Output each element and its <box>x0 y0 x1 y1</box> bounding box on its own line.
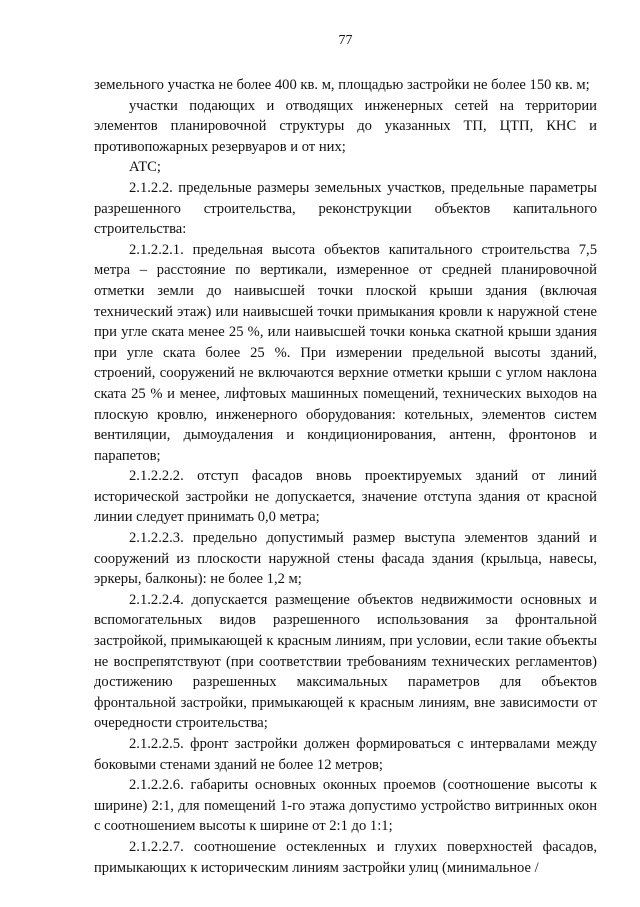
paragraph-2-1-2-2-1: 2.1.2.2.1. предельная высота объектов капитального строительства 7,5 метра – расстояние по вертикали, измеренное от средней планировочной отметки земли до наивысшей точки плоской крыши здания (включая технический этаж) или наивысшей точки примыкания кровли к наружной стене при угле ската менее 25 %, или наивысшей точки конька скатной крыши здания при угле ската более 25 %. При измерении предельной высоты зданий, строений, сооружений не включаются верхние отметки крыши с углом наклона ската 25 % и менее, лифтовых машинных помещений, технических выходов на плоскую кровлю, инженерного оборудования: котельных, элементов систем вентиляции, дымоудаления и кондиционирования, антенн, фронтонов и парапетов; <box>94 241 597 464</box>
paragraph-2-1-2-2-2: 2.1.2.2.2. отступ фасадов вновь проектируемых зданий от линий исторической застройки не допускается, значение отступа здания от красной линии следует принимать 0,0 метра; <box>94 468 597 526</box>
page-number: 77 <box>338 33 353 48</box>
paragraph-2-1-2-2-3: 2.1.2.2.3. предельно допустимый размер выступа элементов зданий и сооружений из плоскости наружной стены фасада здания (крыльца, навесы, эркеры, балконы): не более 1,2 м; <box>94 530 597 588</box>
paragraph-2-1-2-2-7: 2.1.2.2.7. соотношение остекленных и глухих поверхностей фасадов, примыкающих к историческим линиям застройки улиц (минимальное / <box>94 838 597 876</box>
paragraph-2-1-2-2-4: 2.1.2.2.4. допускается размещение объектов недвижимости основных и вспомогательных видов разрешенного использования за фронтальной застройкой, примыкающей к красным линиям, при условии, если такие объекты не воспрепятствуют (при соответствии требованиям технических регламентов) достижению разрешенных максимальных параметров для объектов фронтальной застройки, примыкающей к красным линиям, вне зависимости от очередности строительства; <box>94 591 597 732</box>
paragraph-engineering-networks: участки подающих и отводящих инженерных сетей на территории элементов планировочной структуры до указанных ТП, ЦТП, КНС и противопожарных резервуаров и от них; <box>94 97 597 155</box>
paragraph-land-plot-area: земельного участка не более 400 кв. м, площадью застройки не более 150 кв. м; <box>94 77 590 93</box>
paragraph-2-1-2-2-5: 2.1.2.2.5. фронт застройки должен формироваться с интервалами между боковыми стенами зданий не более 12 метров; <box>94 736 597 773</box>
paragraph-2-1-2-2: 2.1.2.2. предельные размеры земельных участков, предельные параметры разрешенного строительства, реконструкции объектов капитального строительства: <box>94 179 597 238</box>
paragraph-ats: АТС; <box>129 159 161 176</box>
document-body <box>94 75 597 878</box>
paragraph-2-1-2-2-6: 2.1.2.2.6. габариты основных оконных проемов (соотношение высоты к ширине) 2:1, для помещений 1-го этажа допустимо устройство витринных окон с соотношением высоты к ширине от 2:1 до 1:1; <box>94 777 597 835</box>
